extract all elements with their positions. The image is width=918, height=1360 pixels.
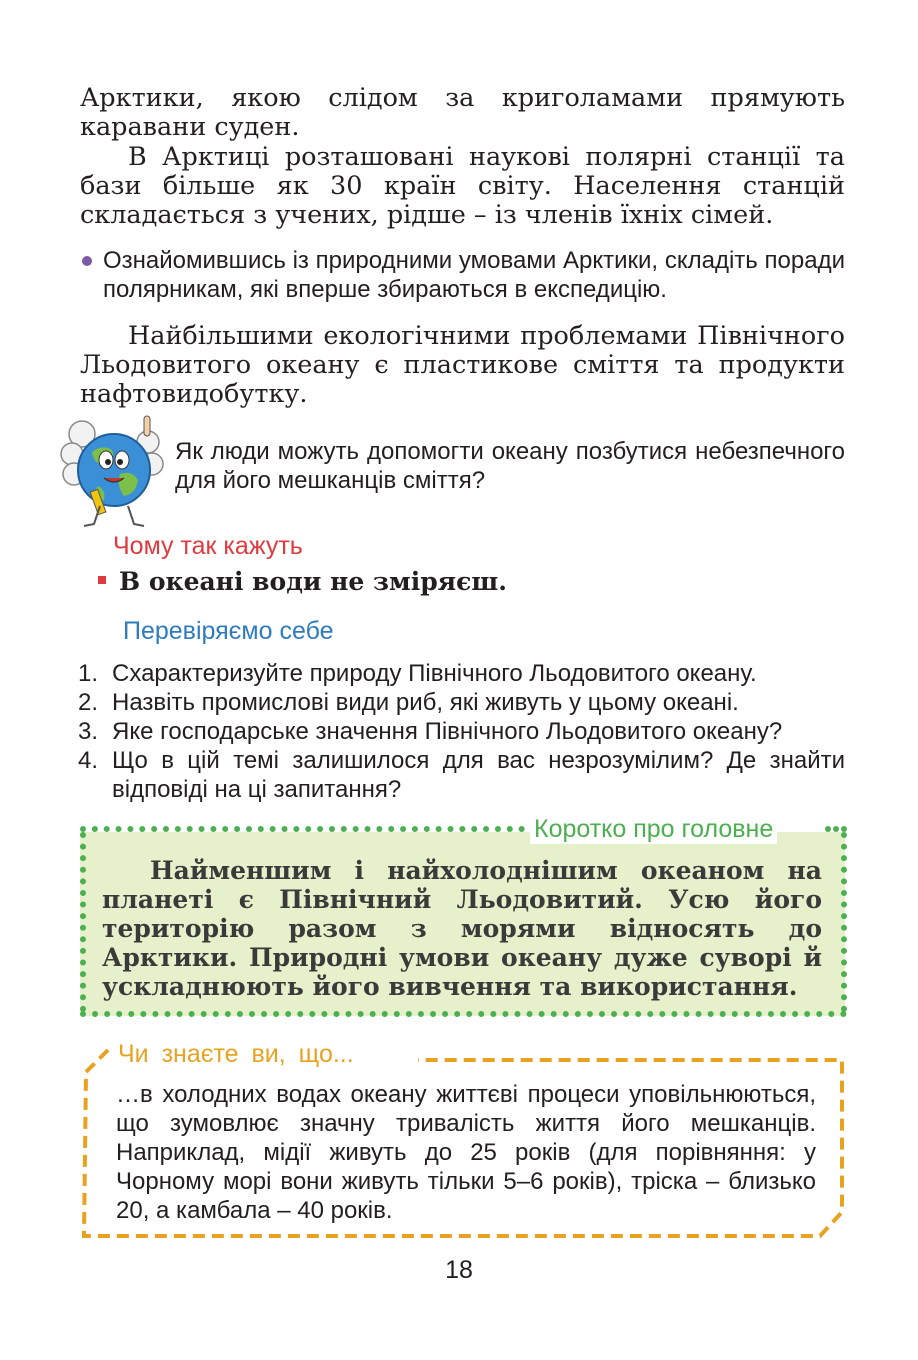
- check-title: Перевіряємо себе: [123, 617, 334, 645]
- summary-text: Найменшим і найхолоднішим океаном на планеті є Північний Льодовитий. Усю його територію разом з морями відносять до Арктики. Природні умови океану дуже суворі й ускладнюють його вивчення та використання.: [102, 856, 822, 1001]
- globe-question: Як люди можуть допомогти океану позбутися небезпечного для його мешканців сміття?: [175, 438, 845, 494]
- list-item: 2. Назвіть промислові види риб, які живуть у цьому океані.: [78, 689, 739, 716]
- saying-bullet-icon: [98, 576, 106, 584]
- list-item: 4. Що в цій темі залишилося для вас незрозумілим? Де знайти відповіді на ці запитання?: [78, 747, 845, 803]
- summary-title: Коротко про головне: [530, 815, 777, 844]
- globe-mascot-icon: [58, 412, 166, 530]
- summary-border-right: [841, 832, 847, 1012]
- list-item: 1. Схарактеризуйте природу Північного Льодовитого океану.: [78, 660, 757, 687]
- check-list: [78, 659, 845, 804]
- intro-paragraph-2: В Арктиці розташовані наукові полярні станції та бази більше як 30 країн світу. Населення станцій складається з учених, рідше – із членів їхніх сімей.: [80, 142, 845, 230]
- list-item: 3. Яке господарське значення Північного Льодовитого океану?: [78, 718, 783, 745]
- saying-text: В океані води не зміряєш.: [119, 567, 507, 596]
- summary-border-top: [80, 826, 525, 842]
- intro-paragraph-1: Арктики, якою слідом за криголамами прямують каравани суден.: [80, 83, 845, 142]
- summary-border-bottom: [80, 1011, 847, 1017]
- ecology-paragraph: Найбільшими екологічними проблемами Північного Льодовитого океану є пластикове сміття та продукти нафтовидобутку.: [80, 321, 845, 409]
- didyouknow-text: …в холодних водах океану життєві процеси уповільнюються, що зумовлює значну тривалість життя його мешканців. Наприклад, мідії живуть до 25 років (для порівняння: у Чорному морі вони живуть тільки 5–6 років), тріска – близько 20, а камбала – 40 років.: [116, 1081, 816, 1224]
- task-text: Ознайомившись із природними умовами Арктики, складіть поради полярникам, які вперше збираються в експедицію.: [103, 247, 845, 303]
- page-number: 18: [445, 1256, 473, 1284]
- summary-border-left: [80, 832, 86, 1012]
- saying-title: Чому так кажуть: [113, 532, 303, 560]
- didyouknow-title: Чи знаєте ви, що...: [118, 1040, 354, 1068]
- task-bullet-icon: [82, 256, 92, 266]
